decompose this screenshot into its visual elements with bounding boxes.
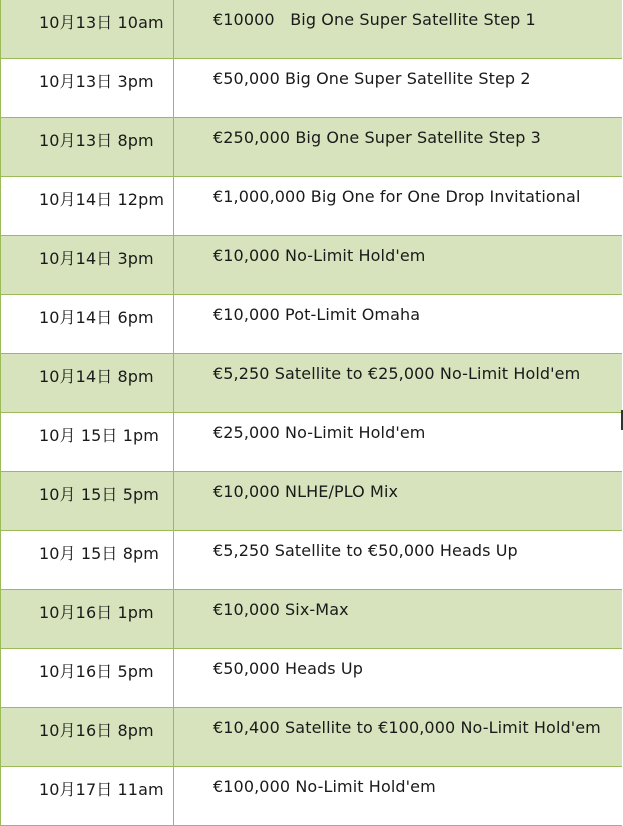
date-cell [1,472,174,530]
date-text: 10月 15日 5pm [39,485,159,504]
date-text: 10月13日 10am [39,13,164,32]
date-cell [1,531,174,589]
date-cell [1,413,174,471]
date-cell [1,0,174,58]
event-text: €10,400 Satellite to €100,000 No-Limit Hold'em [213,718,601,737]
table-row [1,118,622,177]
date-text: 10月 15日 1pm [39,426,159,445]
event-text: €10000 Big One Super Satellite Step 1 [213,10,536,29]
date-cell [1,767,174,825]
table-row [1,649,622,708]
date-text: 10月14日 6pm [39,308,154,327]
date-text: 10月16日 1pm [39,603,154,622]
table-row [1,767,622,826]
table-row [1,236,622,295]
table-row [1,59,622,118]
event-text: €10,000 No-Limit Hold'em [213,246,426,265]
table-row [1,177,622,236]
date-text: 10月14日 12pm [39,190,165,209]
date-cell [1,649,174,707]
event-cell [174,295,622,353]
table-row [1,708,622,767]
date-cell [1,708,174,766]
table-row [1,0,622,59]
date-text: 10月14日 8pm [39,367,154,386]
table-row [1,354,622,413]
date-text: 10月13日 3pm [39,72,154,91]
table-row [1,472,622,531]
date-cell [1,354,174,412]
event-cell [174,531,622,589]
date-cell [1,236,174,294]
date-cell [1,118,174,176]
event-cell [174,590,622,648]
event-cell [174,472,622,530]
date-text: 10月14日 3pm [39,249,154,268]
event-text: €50,000 Big One Super Satellite Step 2 [213,69,531,88]
event-text: €1,000,000 Big One for One Drop Invitational [213,187,581,206]
event-cell [174,649,622,707]
event-cell [174,767,622,825]
event-cell [174,354,622,412]
table-row [1,531,622,590]
date-text: 10月13日 8pm [39,131,154,150]
event-cell [174,708,622,766]
date-text: 10月16日 8pm [39,721,154,740]
date-text: 10月 15日 8pm [39,544,159,563]
event-text: €10,000 Six-Max [213,600,349,619]
date-cell [1,590,174,648]
date-text: 10月17日 11am [39,780,164,799]
date-cell [1,295,174,353]
event-text: €5,250 Satellite to €50,000 Heads Up [213,541,518,560]
event-cell [174,413,622,471]
event-text: €50,000 Heads Up [213,659,363,678]
date-cell [1,59,174,117]
table-row [1,413,622,472]
event-text: €250,000 Big One Super Satellite Step 3 [213,128,541,147]
table-row [1,590,622,649]
date-cell [1,177,174,235]
event-cell [174,0,622,58]
event-text: €5,250 Satellite to €25,000 No-Limit Hold'em [213,364,581,383]
event-text: €10,000 NLHE/PLO Mix [213,482,399,501]
event-cell [174,118,622,176]
date-text: 10月16日 5pm [39,662,154,681]
event-cell [174,59,622,117]
table-row [1,295,622,354]
event-cell [174,177,622,235]
event-text: €25,000 No-Limit Hold'em [213,423,426,442]
event-cell [174,236,622,294]
event-text: €100,000 No-Limit Hold'em [213,777,436,796]
event-text: €10,000 Pot-Limit Omaha [213,305,421,324]
